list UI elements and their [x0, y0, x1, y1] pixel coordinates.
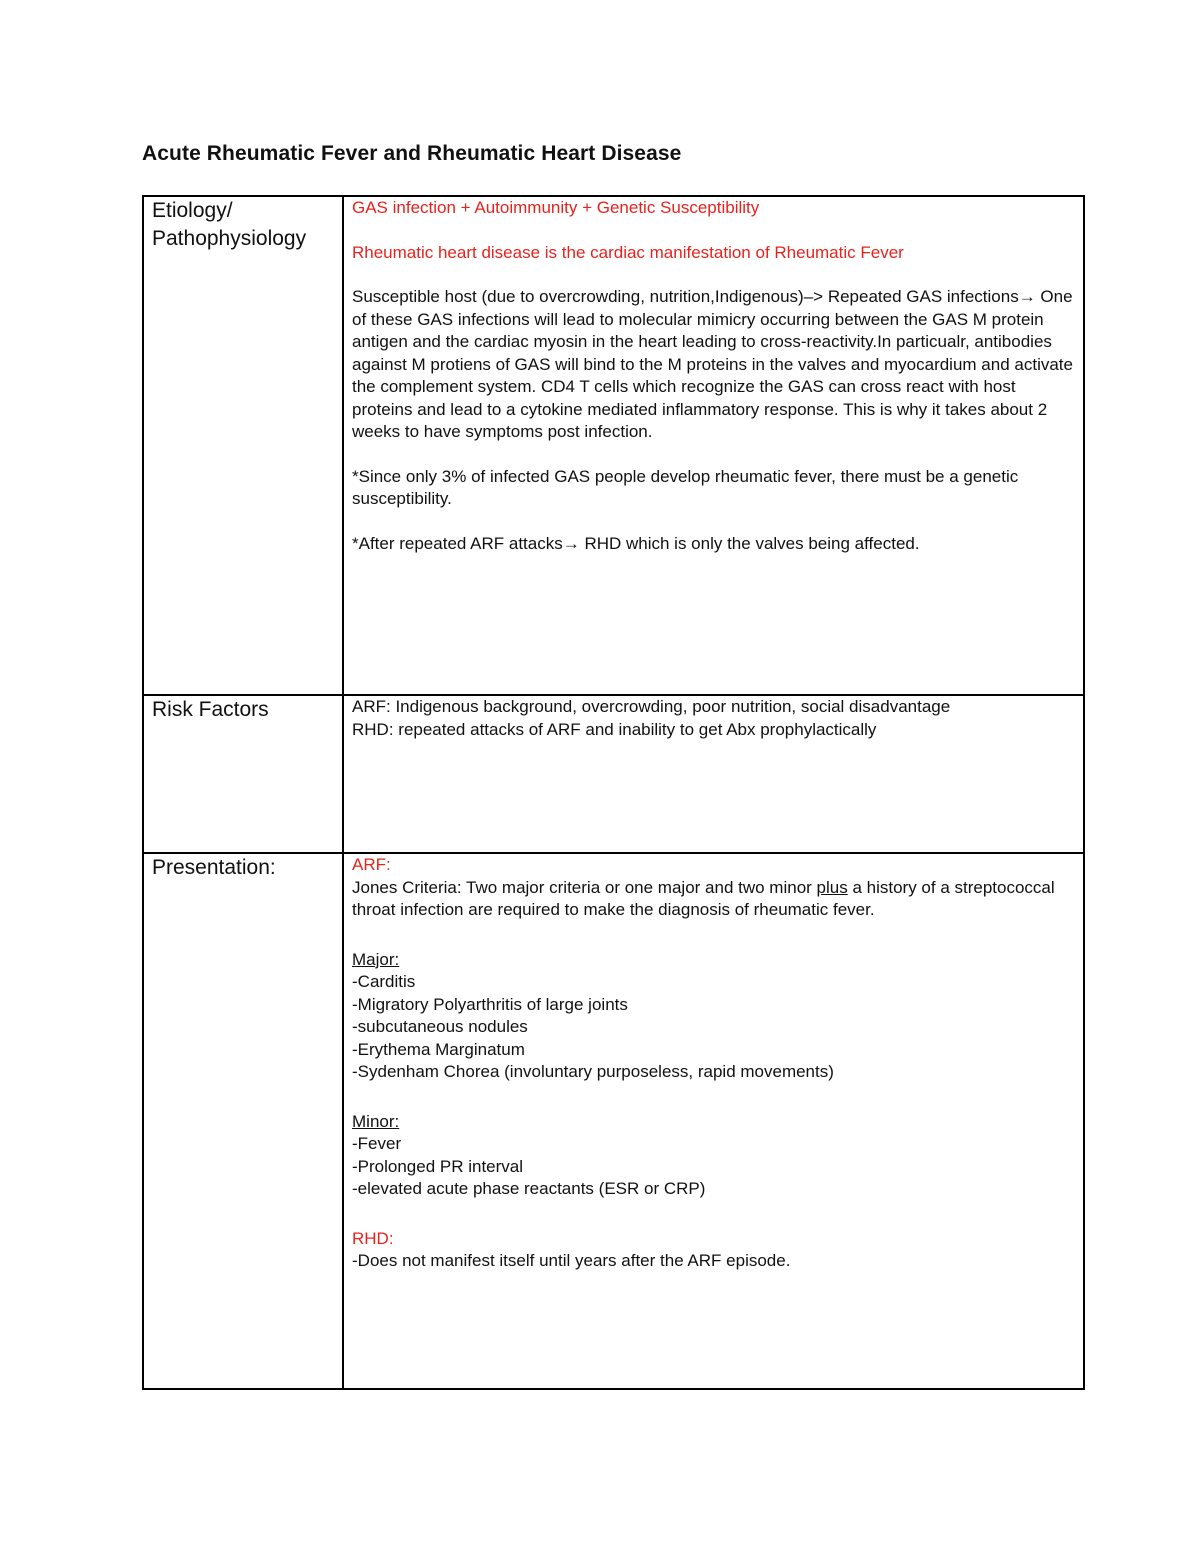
etiology-content — [343, 196, 1084, 695]
table-row-risk-factors — [143, 695, 1084, 853]
genetic-susceptibility-note: *Since only 3% of infected GAS people develop rheumatic fever, there must be a genetic susceptibility. — [352, 466, 1019, 508]
table-row-etiology — [143, 196, 1084, 695]
list-item: -Migratory Polyarthritis of large joints — [352, 994, 628, 1014]
jones-criteria-part2: a history of a streptococcal throat infection are required to make the diagnosis of rheumatic fever. — [352, 877, 1055, 919]
row-label-risk-factors: Risk Factors — [143, 695, 343, 853]
arf-risk-factors: ARF: Indigenous background, overcrowding, poor nutrition, social disadvantage — [352, 697, 951, 716]
rhd-presentation: -Does not manifest itself until years after the ARF episode. — [352, 1251, 791, 1270]
pathophysiology-mechanism: Susceptible host (due to overcrowding, nutrition,Indigenous)–> Repeated GAS infections→ One of these GAS infections will lead to molecular mimicry occurring between the GAS M protein antigen and the cardiac myosin in the heart leading to cross-reactivity.In particualr, antibodies against M protiens of GAS will bind to the M proteins in the valves and myocardium and activate the complement system. CD4 T cells which recognize the GAS can cross react with host proteins and lead to a cytokine mediated inflammatory response. This is why it takes about 2 weeks to have symptoms post infection. — [352, 287, 1073, 441]
list-item: -Erythema Marginatum — [352, 1039, 525, 1059]
jones-criteria — [352, 877, 1075, 922]
document-title: Acute Rheumatic Fever and Rheumatic Heart Disease — [142, 142, 682, 165]
repeated-attacks-note: *After repeated ARF attacks→ RHD which is only the valves being affected. — [352, 533, 920, 553]
minor-criteria-heading: Minor: — [352, 1111, 400, 1131]
jones-criteria-part1: Jones Criteria: Two major criteria or one major and two minor — [352, 877, 817, 897]
risk-factors-content — [343, 695, 1084, 853]
rhd-definition: Rheumatic heart disease is the cardiac manifestation of Rheumatic Fever — [352, 242, 904, 262]
major-criteria-heading: Major: — [352, 949, 400, 969]
list-item: -Fever — [352, 1134, 402, 1153]
rhd-heading: RHD: — [352, 1228, 394, 1248]
list-item: -Carditis — [352, 972, 416, 991]
list-item: -Prolonged PR interval — [352, 1156, 524, 1176]
list-item: -subcutaneous nodules — [352, 1017, 528, 1036]
table-row-presentation — [143, 853, 1084, 1389]
rhd-risk-factors: RHD: repeated attacks of ARF and inability to get Abx prophylactically — [352, 719, 877, 739]
row-label-etiology: Etiology/ Pathophysiology — [143, 196, 343, 695]
presentation-content — [343, 853, 1084, 1389]
row-label-presentation: Presentation: — [143, 853, 343, 1389]
etiology-summary: GAS infection + Autoimmunity + Genetic Susceptibility — [352, 198, 760, 217]
list-item: -elevated acute phase reactants (ESR or CRP) — [352, 1179, 706, 1198]
list-item: -Sydenham Chorea (involuntary purposeless, rapid movements) — [352, 1062, 834, 1081]
notes-table — [142, 195, 1085, 1390]
arf-heading: ARF: — [352, 855, 391, 874]
jones-criteria-plus: plus — [816, 877, 848, 897]
